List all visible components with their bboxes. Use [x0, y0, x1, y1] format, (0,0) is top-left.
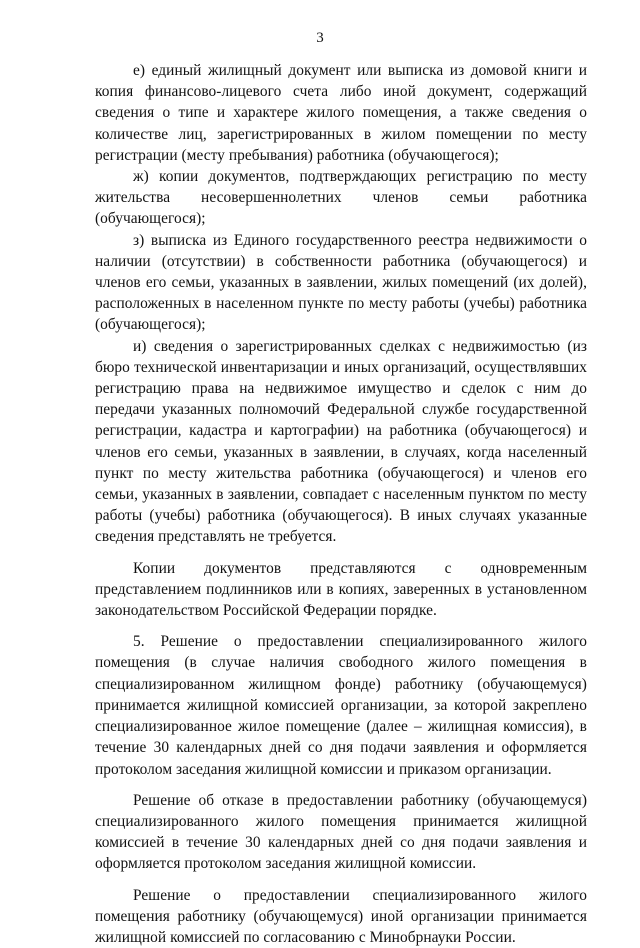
paragraph-copies: Копии документов представляются с одновременным представлением подлинников или в копиях, заверенных в установленном законодательством Российской Федерации порядке. [95, 559, 587, 620]
paragraph-section-5: 5. Решение о предоставлении специализированного жилого помещения (в случае наличия свободного жилого помещения в специализированном жилищном фонде) работнику (обучающемуся) принимается жилищной комиссией организации, за которой закреплено специализированное жилое помещение (далее – жилищная комиссия), в течение 30 календарных дней со дня подачи заявления и оформляется протоколом заседания жилищной комиссии и приказом организации. [95, 633, 587, 778]
paragraph-item-e: е) единый жилищный документ или выписка из домовой книги и копия финансово-лицевого счета либо иной документ, содержащий сведения о типе и характере жилого помещения, а также сведения о количестве лиц, зарегистрированных в жилом помещении по месту регистрации (месту пребывания) работника (обучающегося); [95, 62, 587, 164]
paragraph-item-zh: ж) копии документов, подтверждающих регистрацию по месту жительства несовершеннолетних членов семьи работника (обучающегося); [95, 168, 587, 228]
paragraph-refusal: Решение об отказе в предоставлении работнику (обучающемуся) специализированного жилого помещения принимается жилищной комиссией в течение 30 календарных дней со дня подачи заявления и оформляется протоколом заседания жилищной комиссии. [95, 791, 587, 873]
paragraph-other-organization: Решение о предоставлении специализированного жилого помещения работнику (обучающемуся) иной организации принимается жилищной комиссией по согласованию с Минобрнауки России. [95, 886, 587, 946]
paragraph-item-i: и) сведения о зарегистрированных сделках с недвижимостью (из бюро технической инвентаризации и иных организаций, осуществлявших регистрацию права на недвижимое имущество и сделок с ним до передачи указанных полномочий Федеральной службе государственной регистрации, кадастра и картографии) на работника (обучающегося) и членов его семьи, указанных в заявлении, в случаях, когда населенный пункт по месту жительства работника (обучающегося) и членов его семьи, указанных в заявлении, совпадает с населенным пунктом по месту работы (учебы) работника (обучающегося). В иных случаях указанные сведения представлять не требуется. [95, 337, 587, 546]
page-number: 3 [316, 30, 324, 46]
document-body [95, 60, 587, 948]
paragraph-item-z: з) выписка из Единого государственного реестра недвижимости о наличии (отсутствии) в собственности работника (обучающегося) и членов его семьи, указанных в заявлении, жилых помещений (их долей), расположенных в населенном пункте по месту работы (учебы) работника (обучающегося); [95, 231, 587, 334]
